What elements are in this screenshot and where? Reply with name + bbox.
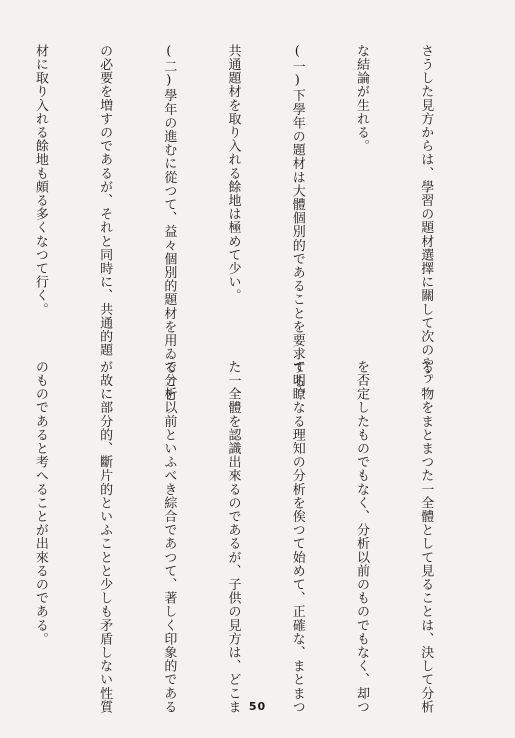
- text-line: さうした見方からは、學習の題材選擇に關して次のやう: [418, 44, 434, 384]
- text-line: (一)下學年の題材は大體個別的であることを要求する。: [289, 44, 305, 402]
- text-line: を否定したものでもなく、分析以前のものでもなく、却つ: [353, 360, 369, 714]
- text-line: の必要を増すのであるが、それと同時に、共通的題: [97, 44, 113, 357]
- text-line: な結論が生れる。: [353, 44, 369, 153]
- text-line: 共通題材を取り入れる餘地は極めて少い。: [225, 44, 241, 303]
- text-line: た一全體を認識出來るのであるが、子供の見方は、どこま: [225, 360, 241, 714]
- page-number: 50: [248, 700, 267, 713]
- text-line: が故に部分的、斷片的といふことと少しも矛盾しない性質: [97, 360, 113, 714]
- upper-text-block: [32, 44, 479, 402]
- text-line: て明瞭なる理知の分析を俟つて始めて、正確な、まとまつ: [289, 360, 305, 714]
- text-line: で分析以前といふべき綜合であつて、著しく印象的である: [161, 360, 177, 714]
- text-line: 材に取り入れる餘地も頗る多くなつて行く。: [32, 44, 48, 316]
- text-line: のものであると考へることが出來るのである。: [32, 360, 48, 646]
- text-line: る。物をまとまつた一全體として見ることは、決して分析: [418, 360, 434, 714]
- text-line: (二)學年の進むに從つて、益々個別的題材を用ゐること: [161, 44, 177, 402]
